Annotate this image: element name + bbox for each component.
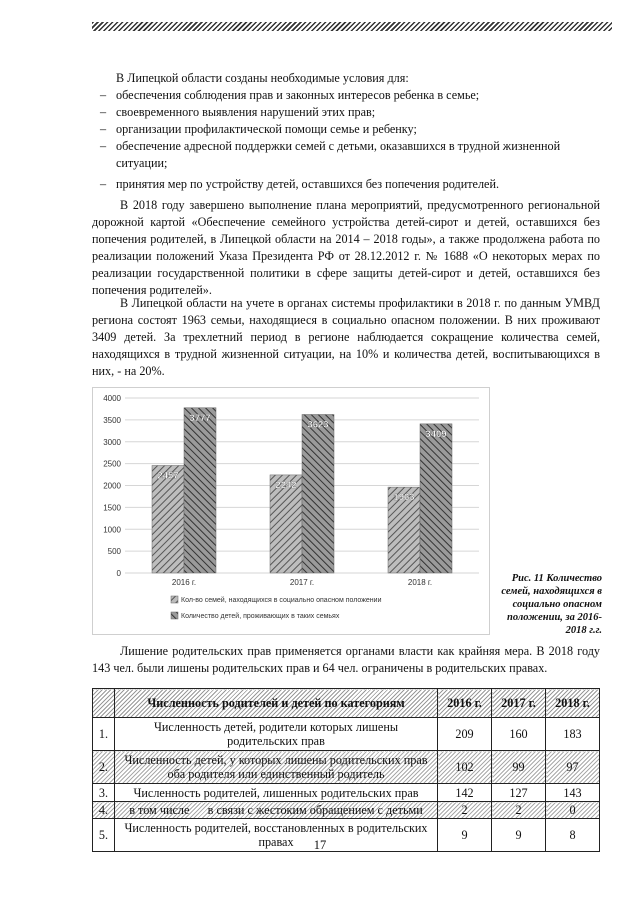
row-number: 5. <box>93 819 115 852</box>
table-cell: 102 <box>438 751 492 784</box>
data-label: 3409 <box>425 428 447 440</box>
y-tick-label: 1500 <box>103 503 121 513</box>
y-tick-label: 0 <box>116 569 121 578</box>
y-tick-label: 3000 <box>103 437 121 447</box>
bar <box>152 466 184 573</box>
table-header-cell: 2016 г. <box>438 689 492 718</box>
bar <box>184 408 216 573</box>
row-label: в том числе в связи с жестоким обращением с детьми <box>115 802 438 819</box>
header-hatch-bar <box>92 22 612 31</box>
table-cell: 2 <box>492 802 546 819</box>
data-label: 2457 <box>157 470 179 482</box>
row-number: 4. <box>93 802 115 819</box>
table-header-cell: Численность родителей и детей по категориям <box>115 689 438 718</box>
table-row <box>93 751 600 784</box>
bar <box>302 414 334 573</box>
x-tick-label: 2016 г. <box>171 578 197 587</box>
table-cell: 8 <box>546 819 600 852</box>
legend-label: Кол-во семей, находящихся в социально опасном положении <box>181 597 382 604</box>
table-cell: 2 <box>438 802 492 819</box>
figure-caption: Рис. 11 Количество семей, находящихся в социально опасном положении, за 2016-2018 г.г. <box>501 573 602 636</box>
y-tick-label: 500 <box>107 547 121 557</box>
table-cell: 183 <box>546 718 600 751</box>
legend-swatch <box>171 612 178 619</box>
data-label: 3623 <box>307 419 329 431</box>
conditions-list <box>100 87 600 193</box>
list-item: – принятия мер по устройству детей, оставшихся без попечения родителей. <box>100 176 600 193</box>
table-cell: 142 <box>438 784 492 802</box>
table-cell: 9 <box>492 819 546 852</box>
table-cell: 9 <box>438 819 492 852</box>
row-number: 2. <box>93 751 115 784</box>
data-label: 1963 <box>393 492 415 504</box>
list-item: – своевременного выявления нарушений этих прав; <box>100 104 600 121</box>
row-label: Численность детей, родители которых лишены родительских прав <box>115 718 438 751</box>
legend-swatch <box>171 596 178 603</box>
row-label: Численность родителей, лишенных родительских прав <box>115 784 438 802</box>
paragraph-deprivation: Лишение родительских прав применяется органами власти как крайняя мера. В 2018 году 143 чел. были лишены родительских прав и 64 чел. ограничены в родительских правах. <box>92 644 600 675</box>
y-tick-label: 2000 <box>103 481 121 491</box>
y-tick-label: 2500 <box>103 459 121 469</box>
data-label: 3777 <box>189 412 211 424</box>
x-tick-label: 2018 г. <box>407 578 433 587</box>
table-cell: 143 <box>546 784 600 802</box>
statistics-table <box>92 688 600 852</box>
table-cell: 127 <box>492 784 546 802</box>
table-header-cell: 2018 г. <box>546 689 600 718</box>
table-cell: 99 <box>492 751 546 784</box>
table-header-row <box>93 689 600 718</box>
paragraph-statistics: В Липецкой области на учете в органах системы профилактики в 2018 г. по данным УМВД региона состоят 1963 семьи, находящиеся в социально опасном положении. В них проживают 3409 детей. За трехлетний период в регионе наблюдается сокращение количества семей, находящихся в трудной жизненной ситуации, на 10% и количества детей, воспитывающихся в них, - на 20%. <box>92 296 600 378</box>
intro-text: В Липецкой области созданы необходимые условия для: <box>116 71 409 85</box>
legend-label: Количество детей, проживающих в таких семьях <box>181 613 340 620</box>
data-label: 2242 <box>275 479 297 491</box>
table-row <box>93 718 600 751</box>
row-label: Численность детей, у которых лишены родительских прав оба родителя или единственный родитель <box>115 751 438 784</box>
table-header-cell: 2017 г. <box>492 689 546 718</box>
page-number: 17 <box>313 838 327 852</box>
table-row <box>93 802 600 819</box>
table-header-cell <box>93 689 115 718</box>
bar <box>420 424 452 573</box>
list-item: – обеспечение адресной поддержки семей с детьми, оказавшихся в трудной жизненной ситуации; <box>100 138 600 172</box>
row-number: 3. <box>93 784 115 802</box>
row-label: Численность родителей, восстановленных в родительских правах <box>115 819 438 852</box>
families-chart <box>92 387 490 635</box>
table-cell: 209 <box>438 718 492 751</box>
chart-svg <box>93 388 489 634</box>
table-row <box>93 784 600 802</box>
paragraph-roadmap: В 2018 году завершено выполнение плана мероприятий, предусмотренного региональной дорожной картой «Обеспечение семейного устройства детей-сирот и детей, оставшихся без попечения родителей, в Липецкой области на 2014 – 2018 годы», а также продолжена работа по реализации положений Указа Президента РФ от 28.12.2012 г. № 1688 «О некоторых мерах по реализации государственной политики в сфере защиты детей-сирот и детей, оставшихся без попечения родителей». <box>92 198 600 297</box>
row-number: 1. <box>93 718 115 751</box>
y-tick-label: 4000 <box>103 394 121 403</box>
table-cell: 160 <box>492 718 546 751</box>
table-cell: 97 <box>546 751 600 784</box>
table-cell: 0 <box>546 802 600 819</box>
list-item: – организации профилактической помощи семье и ребенку; <box>100 121 600 138</box>
y-tick-label: 3500 <box>103 415 121 425</box>
list-item: – обеспечения соблюдения прав и законных интересов ребенка в семье; <box>100 87 600 104</box>
y-tick-label: 1000 <box>103 525 121 535</box>
x-tick-label: 2017 г. <box>289 578 315 587</box>
